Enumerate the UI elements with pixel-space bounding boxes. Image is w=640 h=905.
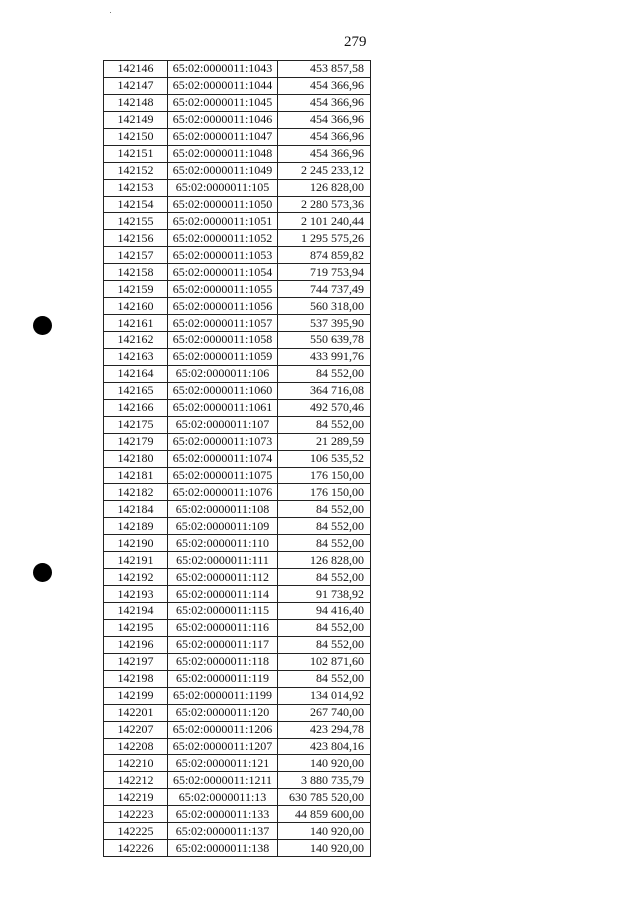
cadastral-number-cell: 65:02:0000011:121 (168, 755, 278, 772)
table-row (104, 552, 371, 569)
value-cell: 453 857,58 (278, 61, 371, 78)
cadastral-number-cell: 65:02:0000011:1051 (168, 213, 278, 230)
table-row (104, 298, 371, 315)
table-row (104, 670, 371, 687)
cadastral-number-cell: 65:02:0000011:108 (168, 501, 278, 518)
table-row (104, 348, 371, 365)
row-number-cell: 142191 (104, 552, 168, 569)
cadastral-number-cell: 65:02:0000011:1055 (168, 281, 278, 298)
cadastral-number-cell: 65:02:0000011:137 (168, 823, 278, 840)
punch-hole (33, 316, 52, 335)
row-number-cell: 142152 (104, 162, 168, 179)
value-cell: 537 395,90 (278, 315, 371, 332)
row-number-cell: 142190 (104, 535, 168, 552)
row-number-cell: 142165 (104, 382, 168, 399)
value-cell: 134 014,92 (278, 687, 371, 704)
value-cell: 84 552,00 (278, 670, 371, 687)
value-cell: 84 552,00 (278, 535, 371, 552)
table-row (104, 332, 371, 349)
table-row (104, 467, 371, 484)
row-number-cell: 142158 (104, 264, 168, 281)
value-cell: 454 366,96 (278, 145, 371, 162)
value-cell: 744 737,49 (278, 281, 371, 298)
table-row (104, 636, 371, 653)
table-row (104, 162, 371, 179)
table-row (104, 61, 371, 78)
table-row (104, 653, 371, 670)
cadastral-number-cell: 65:02:0000011:1207 (168, 738, 278, 755)
value-cell: 140 920,00 (278, 755, 371, 772)
row-number-cell: 142226 (104, 840, 168, 857)
value-cell: 454 366,96 (278, 111, 371, 128)
row-number-cell: 142182 (104, 484, 168, 501)
table-row (104, 501, 371, 518)
row-number-cell: 142208 (104, 738, 168, 755)
table-row (104, 823, 371, 840)
table-row (104, 772, 371, 789)
row-number-cell: 142179 (104, 433, 168, 450)
cadastral-number-cell: 65:02:0000011:1059 (168, 348, 278, 365)
table-row (104, 247, 371, 264)
value-cell: 423 804,16 (278, 738, 371, 755)
cadastral-number-cell: 65:02:0000011:110 (168, 535, 278, 552)
table-row (104, 603, 371, 620)
row-number-cell: 142164 (104, 365, 168, 382)
value-cell: 21 289,59 (278, 433, 371, 450)
value-cell: 94 416,40 (278, 603, 371, 620)
table-row (104, 687, 371, 704)
table-row (104, 484, 371, 501)
cadastral-number-cell: 65:02:0000011:107 (168, 416, 278, 433)
cadastral-number-cell: 65:02:0000011:1046 (168, 111, 278, 128)
cadastral-number-cell: 65:02:0000011:106 (168, 365, 278, 382)
table-row (104, 281, 371, 298)
cadastral-number-cell: 65:02:0000011:1054 (168, 264, 278, 281)
row-number-cell: 142207 (104, 721, 168, 738)
cadastral-number-cell: 65:02:0000011:109 (168, 518, 278, 535)
table-row (104, 264, 371, 281)
row-number-cell: 142148 (104, 94, 168, 111)
cadastral-number-cell: 65:02:0000011:1043 (168, 61, 278, 78)
row-number-cell: 142146 (104, 61, 168, 78)
table-row (104, 128, 371, 145)
table-row (104, 94, 371, 111)
value-cell: 364 716,08 (278, 382, 371, 399)
value-cell: 176 150,00 (278, 467, 371, 484)
value-cell: 140 920,00 (278, 840, 371, 857)
table-row (104, 806, 371, 823)
row-number-cell: 142196 (104, 636, 168, 653)
table-row (104, 586, 371, 603)
table-row (104, 230, 371, 247)
cadastral-table (103, 60, 371, 857)
table-row (104, 704, 371, 721)
value-cell: 630 785 520,00 (278, 789, 371, 806)
table-row (104, 433, 371, 450)
cadastral-number-cell: 65:02:0000011:1076 (168, 484, 278, 501)
row-number-cell: 142201 (104, 704, 168, 721)
cadastral-number-cell: 65:02:0000011:112 (168, 569, 278, 586)
row-number-cell: 142151 (104, 145, 168, 162)
row-number-cell: 142192 (104, 569, 168, 586)
value-cell: 140 920,00 (278, 823, 371, 840)
value-cell: 454 366,96 (278, 128, 371, 145)
cadastral-number-cell: 65:02:0000011:1073 (168, 433, 278, 450)
row-number-cell: 142153 (104, 179, 168, 196)
value-cell: 2 280 573,36 (278, 196, 371, 213)
table-row (104, 399, 371, 416)
row-number-cell: 142154 (104, 196, 168, 213)
row-number-cell: 142194 (104, 603, 168, 620)
cadastral-number-cell: 65:02:0000011:1047 (168, 128, 278, 145)
cadastral-number-cell: 65:02:0000011:1074 (168, 450, 278, 467)
value-cell: 126 828,00 (278, 552, 371, 569)
value-cell: 84 552,00 (278, 636, 371, 653)
cadastral-number-cell: 65:02:0000011:118 (168, 653, 278, 670)
table-row (104, 738, 371, 755)
cadastral-number-cell: 65:02:0000011:1206 (168, 721, 278, 738)
row-number-cell: 142184 (104, 501, 168, 518)
row-number-cell: 142162 (104, 332, 168, 349)
cadastral-number-cell: 65:02:0000011:1061 (168, 399, 278, 416)
value-cell: 126 828,00 (278, 179, 371, 196)
value-cell: 874 859,82 (278, 247, 371, 264)
value-cell: 84 552,00 (278, 619, 371, 636)
value-cell: 84 552,00 (278, 518, 371, 535)
cadastral-number-cell: 65:02:0000011:117 (168, 636, 278, 653)
table-row (104, 196, 371, 213)
cadastral-number-cell: 65:02:0000011:133 (168, 806, 278, 823)
row-number-cell: 142199 (104, 687, 168, 704)
row-number-cell: 142159 (104, 281, 168, 298)
value-cell: 3 880 735,79 (278, 772, 371, 789)
table-row (104, 755, 371, 772)
row-number-cell: 142150 (104, 128, 168, 145)
cadastral-number-cell: 65:02:0000011:119 (168, 670, 278, 687)
row-number-cell: 142180 (104, 450, 168, 467)
value-cell: 267 740,00 (278, 704, 371, 721)
row-number-cell: 142193 (104, 586, 168, 603)
row-number-cell: 142147 (104, 77, 168, 94)
table-row (104, 365, 371, 382)
table-row (104, 315, 371, 332)
table-row (104, 416, 371, 433)
scan-speck (110, 12, 111, 13)
row-number-cell: 142156 (104, 230, 168, 247)
table-row (104, 77, 371, 94)
table-row (104, 450, 371, 467)
table-row (104, 569, 371, 586)
table-row (104, 111, 371, 128)
value-cell: 719 753,94 (278, 264, 371, 281)
row-number-cell: 142189 (104, 518, 168, 535)
cadastral-number-cell: 65:02:0000011:1053 (168, 247, 278, 264)
row-number-cell: 142155 (104, 213, 168, 230)
row-number-cell: 142160 (104, 298, 168, 315)
value-cell: 2 245 233,12 (278, 162, 371, 179)
cadastral-number-cell: 65:02:0000011:138 (168, 840, 278, 857)
cadastral-number-cell: 65:02:0000011:105 (168, 179, 278, 196)
value-cell: 176 150,00 (278, 484, 371, 501)
value-cell: 102 871,60 (278, 653, 371, 670)
cadastral-number-cell: 65:02:0000011:1048 (168, 145, 278, 162)
row-number-cell: 142195 (104, 619, 168, 636)
row-number-cell: 142166 (104, 399, 168, 416)
row-number-cell: 142219 (104, 789, 168, 806)
row-number-cell: 142161 (104, 315, 168, 332)
value-cell: 84 552,00 (278, 569, 371, 586)
cadastral-number-cell: 65:02:0000011:1044 (168, 77, 278, 94)
row-number-cell: 142197 (104, 653, 168, 670)
page-number: 279 (344, 34, 367, 50)
row-number-cell: 142157 (104, 247, 168, 264)
cadastral-number-cell: 65:02:0000011:1057 (168, 315, 278, 332)
value-cell: 84 552,00 (278, 501, 371, 518)
cadastral-number-cell: 65:02:0000011:114 (168, 586, 278, 603)
row-number-cell: 142225 (104, 823, 168, 840)
value-cell: 423 294,78 (278, 721, 371, 738)
value-cell: 44 859 600,00 (278, 806, 371, 823)
table-row (104, 382, 371, 399)
cadastral-number-cell: 65:02:0000011:116 (168, 619, 278, 636)
cadastral-number-cell: 65:02:0000011:115 (168, 603, 278, 620)
cadastral-number-cell: 65:02:0000011:13 (168, 789, 278, 806)
value-cell: 106 535,52 (278, 450, 371, 467)
value-cell: 433 991,76 (278, 348, 371, 365)
row-number-cell: 142163 (104, 348, 168, 365)
cadastral-number-cell: 65:02:0000011:1056 (168, 298, 278, 315)
cadastral-number-cell: 65:02:0000011:1052 (168, 230, 278, 247)
cadastral-number-cell: 65:02:0000011:1049 (168, 162, 278, 179)
row-number-cell: 142175 (104, 416, 168, 433)
table-row (104, 145, 371, 162)
cadastral-number-cell: 65:02:0000011:1211 (168, 772, 278, 789)
value-cell: 1 295 575,26 (278, 230, 371, 247)
table-row (104, 213, 371, 230)
row-number-cell: 142181 (104, 467, 168, 484)
table-row (104, 721, 371, 738)
cadastral-number-cell: 65:02:0000011:1045 (168, 94, 278, 111)
row-number-cell: 142198 (104, 670, 168, 687)
value-cell: 454 366,96 (278, 77, 371, 94)
cadastral-number-cell: 65:02:0000011:1050 (168, 196, 278, 213)
value-cell: 560 318,00 (278, 298, 371, 315)
value-cell: 2 101 240,44 (278, 213, 371, 230)
table-row (104, 535, 371, 552)
row-number-cell: 142210 (104, 755, 168, 772)
value-cell: 492 570,46 (278, 399, 371, 416)
table-row (104, 789, 371, 806)
cadastral-number-cell: 65:02:0000011:1075 (168, 467, 278, 484)
table-row (104, 518, 371, 535)
value-cell: 454 366,96 (278, 94, 371, 111)
cadastral-number-cell: 65:02:0000011:1058 (168, 332, 278, 349)
table-body (104, 61, 371, 857)
table-row (104, 179, 371, 196)
value-cell: 550 639,78 (278, 332, 371, 349)
punch-hole (33, 563, 52, 582)
row-number-cell: 142223 (104, 806, 168, 823)
row-number-cell: 142149 (104, 111, 168, 128)
cadastral-number-cell: 65:02:0000011:120 (168, 704, 278, 721)
row-number-cell: 142212 (104, 772, 168, 789)
table-row (104, 619, 371, 636)
value-cell: 84 552,00 (278, 416, 371, 433)
cadastral-number-cell: 65:02:0000011:111 (168, 552, 278, 569)
cadastral-number-cell: 65:02:0000011:1060 (168, 382, 278, 399)
table-row (104, 840, 371, 857)
value-cell: 91 738,92 (278, 586, 371, 603)
value-cell: 84 552,00 (278, 365, 371, 382)
cadastral-number-cell: 65:02:0000011:1199 (168, 687, 278, 704)
